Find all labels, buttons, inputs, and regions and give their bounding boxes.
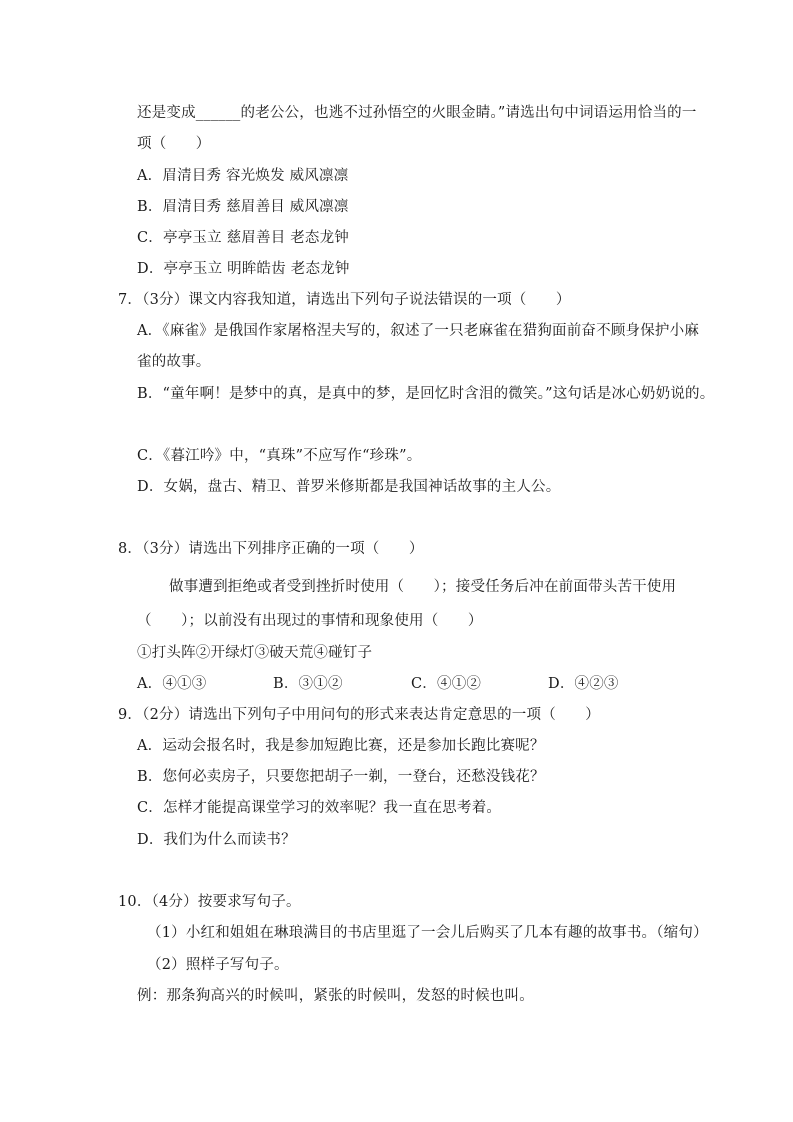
q7-option-a-line1: A．《麻雀》是俄国作家屠格涅夫写的，叙述了一只老麻雀在猎狗面前奋不顾身保护小麻	[137, 323, 700, 339]
q6-option-c: C．亭亭玉立 慈眉善目 老态龙钟	[137, 230, 350, 246]
q7-option-d: D．女娲，盘古、精卫、普罗米修斯都是我国神话故事的主人公。	[137, 479, 561, 495]
q6-option-d: D．亭亭玉立 明眸皓齿 老态龙钟	[137, 261, 350, 277]
q7-stem: 7．（3分）课文内容我知道，请选出下列句子说法错误的一项（ ）	[118, 292, 571, 308]
q6-option-b: B．眉清目秀 慈眉善目 威风凛凛	[137, 199, 349, 215]
q10-example: 例：那条狗高兴的时候叫，紧张的时候叫，发怒的时候也叫。	[137, 988, 534, 1004]
q10-sub2: （2）照样子写句子。	[147, 957, 289, 973]
q7-option-c: C．《暮江吟》中，“真珠”不应写作“珍珠”。	[137, 448, 422, 464]
q7-option-b: B．“童年啊！是梦中的真，是真中的梦，是回忆时含泪的微笑。”这句话是冰心奶奶说的。	[137, 386, 715, 402]
q9-stem: 9．（2分）请选出下列句子中用问句的形式来表达肯定意思的一项（ ）	[118, 707, 600, 723]
q8-option-a: A．④①③	[137, 676, 207, 692]
q7-option-a-line2: 雀的故事。	[137, 354, 211, 370]
q6-stem-line2: 项（ ）	[137, 136, 211, 152]
q8-description-line1: 做事遭到拒绝或者受到挫折时使用（ ）；接受任务后冲在前面带头苦干使用	[169, 579, 677, 595]
q8-option-d: D．④②③	[548, 676, 619, 692]
q9-option-b: B．您何必卖房子，只要您把胡子一剃，一登台，还愁没钱花？	[137, 769, 545, 785]
q8-phrase-list: ①打头阵②开绿灯③破天荒④碰钉子	[137, 645, 373, 661]
q9-option-c: C．怎样才能提高课堂学习的效率呢？我一直在思考着。	[137, 800, 502, 816]
q8-stem: 8．（3分）请选出下列排序正确的一项（ ）	[118, 541, 424, 557]
q10-stem: 10．（4分）按要求写句子。	[118, 894, 301, 910]
q6-stem-line1: 还是变成______的老公公，也逃不过孙悟空的火眼金睛。”请选出句中词语运用恰当的一	[137, 105, 697, 121]
q8-option-b: B．③①②	[273, 676, 343, 692]
q9-option-d: D．我们为什么而读书？	[137, 832, 296, 848]
q8-description-line2: （ ）；以前没有出现过的事情和现象使用（ ）	[137, 613, 483, 629]
q6-option-a: A．眉清目秀 容光焕发 威风凛凛	[137, 168, 349, 184]
q9-option-a: A．运动会报名时，我是参加短跑比赛，还是参加长跑比赛呢？	[137, 738, 545, 754]
q8-option-c: C．④①②	[411, 676, 482, 692]
q10-sub1: （1）小红和姐姐在琳琅满目的书店里逛了一会儿后购买了几本有趣的故事书。（缩句）	[147, 925, 708, 941]
